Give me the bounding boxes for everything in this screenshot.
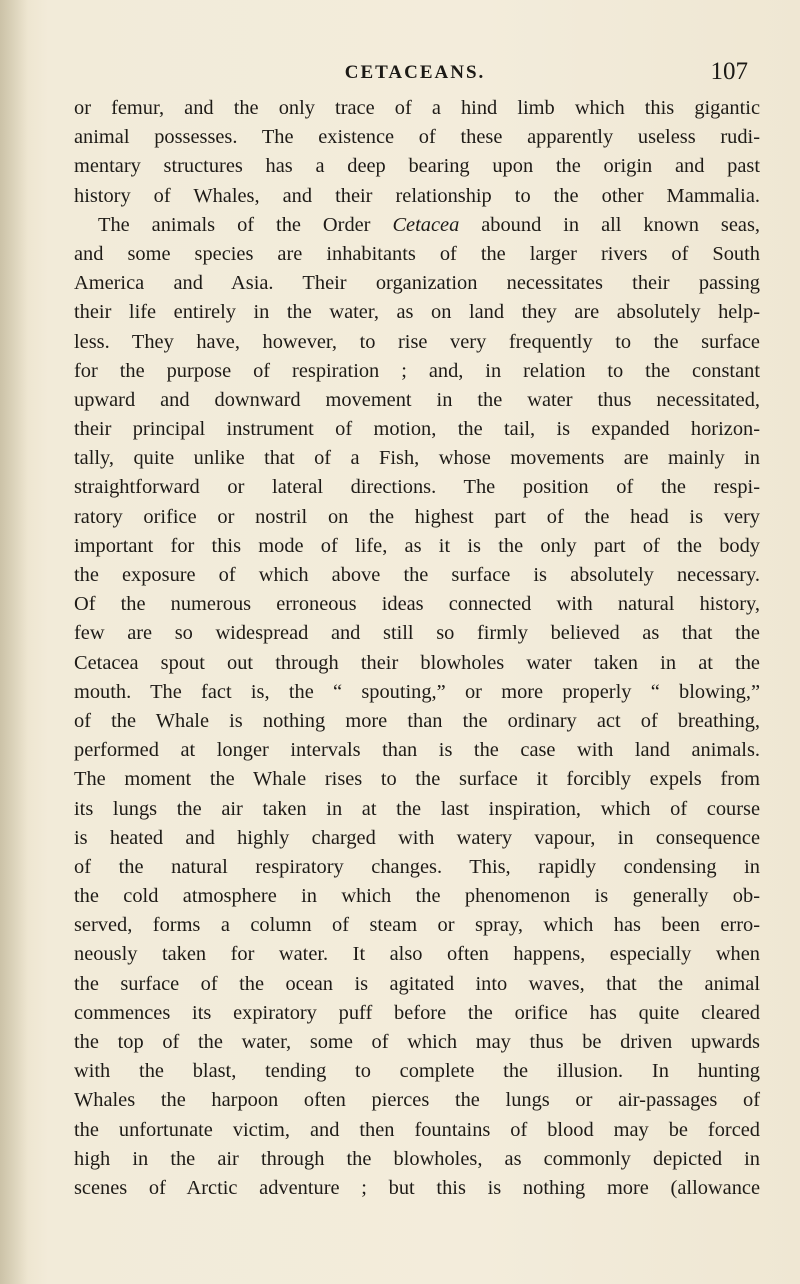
page-number: 107 <box>710 58 748 85</box>
text-line: mouth. The fact is, the “ spouting,” or more properly “ blowing,” <box>74 680 760 703</box>
text-line: for the purpose of respiration ; and, in relation to the constant <box>74 359 760 382</box>
text-line: history of Whales, and their relationship to the other Mammalia. <box>74 184 760 207</box>
text-line: scenes of Arctic adventure ; but this is nothing more (allowance <box>74 1176 760 1199</box>
text-line: the unfortunate victim, and then fountains of blood may be forced <box>74 1118 760 1141</box>
text-line: the surface of the ocean is agitated into waves, that the animal <box>74 972 760 995</box>
text-line: Whales the harpoon often pierces the lungs or air-passages of <box>74 1089 760 1112</box>
text-line: is heated and highly charged with watery vapour, in consequence <box>74 826 760 849</box>
text-line: few are so widespread and still so firmly believed as that the <box>74 622 760 645</box>
text-line: Of the numerous erroneous ideas connected with natural history, <box>74 593 760 616</box>
text-line: neously taken for water. It also often happens, especially when <box>74 943 760 966</box>
running-head <box>70 58 760 90</box>
text-line: Cetacea spout out through their blowholes water taken in at the <box>74 651 760 674</box>
text-line: of the natural respiratory changes. This, rapidly condensing in <box>74 855 760 878</box>
text-line: straightforward or lateral directions. The position of the respi- <box>74 476 760 499</box>
text-line: or femur, and the only trace of a hind limb which this gigantic <box>74 97 760 119</box>
text-line: animal possesses. The existence of these apparently useless rudi- <box>74 126 760 149</box>
text-line: of the Whale is nothing more than the ordinary act of breathing, <box>74 709 760 732</box>
body-text <box>74 94 760 1203</box>
text-line: commences its expiratory puff before the orifice has quite cleared <box>74 1001 760 1024</box>
text-line: high in the air through the blowholes, as commonly depicted in <box>74 1147 760 1170</box>
text-line: America and Asia. Their organization necessitates their passing <box>74 272 760 295</box>
text-line: with the blast, tending to complete the illusion. In hunting <box>74 1060 760 1083</box>
text-line: tally, quite unlike that of a Fish, whose movements are mainly in <box>74 447 760 470</box>
italic-term: Cetacea <box>392 213 460 236</box>
gutter-shadow <box>0 0 28 1284</box>
text-line: The moment the Whale rises to the surface it forcibly expels from <box>74 768 760 791</box>
text-line: the exposure of which above the surface is absolutely necessary. <box>74 564 760 586</box>
text-line: performed at longer intervals than is the case with land animals. <box>74 739 760 762</box>
running-title: CETACEANS. <box>344 62 486 83</box>
text-line: ratory orifice or nostril on the highest part of the head is very <box>74 505 760 528</box>
text-line: less. They have, however, to rise very frequently to the surface <box>74 330 760 353</box>
text-line: important for this mode of life, as it is the only part of the body <box>74 534 760 557</box>
text-line: upward and downward movement in the water thus necessitated, <box>74 388 760 411</box>
text-line: their principal instrument of motion, the tail, is expanded horizon- <box>74 418 760 441</box>
text-segment: The animals of the Order <box>98 213 393 236</box>
text-line: its lungs the air taken in at the last inspiration, which of course <box>74 797 760 820</box>
text-line: the cold atmosphere in which the phenomenon is generally ob- <box>74 885 760 908</box>
text-line: the top of the water, some of which may thus be driven upwards <box>74 1031 760 1053</box>
text-line-order-cetacea <box>74 211 760 240</box>
text-line: and some species are inhabitants of the larger rivers of South <box>74 242 760 265</box>
text-line: their life entirely in the water, as on land they are absolutely help- <box>74 301 760 324</box>
text-segment: abound in all known seas, <box>459 213 760 236</box>
text-line: served, forms a column of steam or spray, which has been erro- <box>74 914 760 937</box>
text-line: mentary structures has a deep bearing upon the origin and past <box>74 155 760 178</box>
